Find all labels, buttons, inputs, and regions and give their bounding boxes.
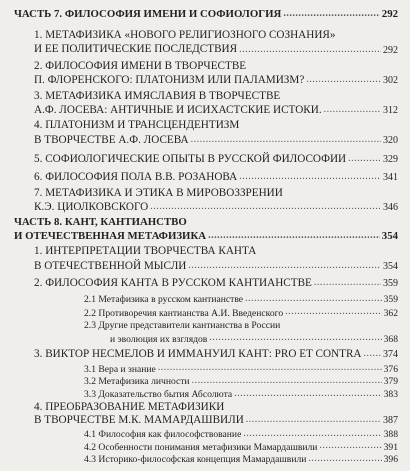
toc-chapter-title: В ТВОРЧЕСТВЕ А.Ф. ЛОСЕВА xyxy=(34,133,189,146)
toc-chapter-2[interactable] xyxy=(34,75,398,86)
toc-chapter-3-line1[interactable]: 3. МЕТАФИЗИКА ИМЯСЛАВИЯ В ТВОРЧЕСТВЕ xyxy=(34,89,281,102)
toc-page-number: 374 xyxy=(383,349,398,361)
toc-page-number: 387 xyxy=(383,415,398,427)
toc-page-number: 292 xyxy=(381,8,398,21)
toc-page-number: 346 xyxy=(383,202,398,214)
toc-leader-dots xyxy=(306,75,381,85)
toc-section-4-1[interactable] xyxy=(84,429,398,440)
toc-leader-dots xyxy=(324,105,381,115)
toc-chapter-title: А.Ф. ЛОСЕВА: АНТИЧНЫЕ И ИСИХАСТСКИЕ ИСТОКИ. xyxy=(34,104,322,117)
toc-leader-dots xyxy=(209,333,381,343)
toc-section-title: 3.3 Доказательство бытия Абсолюта xyxy=(84,389,233,401)
toc-chapter-7-line1[interactable]: 7. МЕТАФИЗИКА И ЭТИКА В МИРОВОЗЗРЕНИИ xyxy=(34,186,283,199)
toc-chapter-title: П. ФЛОРЕНСКОГО: ПЛАТОНИЗМ ИЛИ ПАЛАМИЗМ? xyxy=(34,74,305,87)
toc-chapter-8-3[interactable] xyxy=(34,349,398,360)
toc-section-title: 4.2 Особенности понимания метафизики Мамардашвили xyxy=(84,441,318,453)
toc-page-number: 320 xyxy=(383,135,398,147)
toc-page-number: 368 xyxy=(383,333,398,345)
toc-page-number: 329 xyxy=(383,154,398,166)
toc-section-2-1[interactable] xyxy=(84,294,398,305)
toc-section-4-3[interactable] xyxy=(84,454,398,465)
toc-part-title: И ОТЕЧЕСТВЕННАЯ МЕТАФИЗИКА xyxy=(14,230,207,243)
toc-chapter-1-line1[interactable]: 1. МЕТАФИЗИКА «НОВОГО РЕЛИГИОЗНОГО СОЗНАНИЯ» xyxy=(34,28,336,41)
toc-part-8-line1[interactable]: ЧАСТЬ 8. КАНТ, КАНТИАНСТВО xyxy=(14,216,187,229)
toc-leader-dots xyxy=(208,231,380,241)
toc-section-3-1[interactable] xyxy=(84,363,398,374)
toc-part-7[interactable] xyxy=(14,9,398,20)
toc-chapter-title: 6. ФИЛОСОФИЯ ПОЛА В.В. РОЗАНОВА xyxy=(34,171,238,184)
toc-section-title: 4.1 Философия как философствование xyxy=(84,429,242,441)
toc-chapter-title: В ТВОРЧЕСТВЕ М.К. МАМАРДАШВИЛИ xyxy=(34,414,244,427)
toc-section-2-3[interactable] xyxy=(84,333,398,344)
toc-leader-dots xyxy=(158,363,382,373)
toc-leader-dots xyxy=(246,415,381,425)
toc-leader-dots xyxy=(150,202,381,212)
toc-part-title: ЧАСТЬ 7. ФИЛОСОФИЯ ИМЕНИ И СОФИОЛОГИЯ xyxy=(14,8,282,21)
toc-page-number: 391 xyxy=(383,441,398,453)
toc-section-title: 2.1 Метафизика в русском кантианстве xyxy=(84,293,244,305)
toc-page-number: 292 xyxy=(383,44,398,56)
toc-page-number: 359 xyxy=(383,278,398,290)
toc-page-number: 388 xyxy=(383,429,398,441)
toc-chapter-title: 5. СОФИОЛОГИЧЕСКИЕ ОПЫТЫ В РУССКОЙ ФИЛОСОФИИ xyxy=(34,153,347,165)
toc-chapter-3[interactable] xyxy=(34,105,398,116)
toc-leader-dots xyxy=(319,441,381,451)
toc-leader-dots xyxy=(245,294,382,304)
toc-chapter-8-4-line1[interactable]: 4. ПРЕОБРАЗОВАНИЕ МЕТАФИЗИКИ xyxy=(34,401,225,414)
toc-leader-dots xyxy=(314,278,381,288)
toc-page-number: 362 xyxy=(383,307,398,319)
toc-section-title: 3.2 Метафизика личности xyxy=(84,376,190,388)
toc-leader-dots xyxy=(192,376,382,386)
toc-page-number: 312 xyxy=(383,105,398,117)
toc-page-number: 383 xyxy=(383,389,398,401)
toc-chapter-title: 2. ФИЛОСОФИЯ КАНТА В РУССКОМ КАНТИАНСТВЕ xyxy=(34,277,312,290)
toc-chapter-6[interactable] xyxy=(34,172,398,183)
toc-chapter-title: 3. ВИКТОР НЕСМЕЛОВ И ИММАНУИЛ КАНТ: PRO ET CONTRA xyxy=(34,347,362,360)
toc-chapter-1[interactable] xyxy=(34,44,398,55)
toc-page-number: 354 xyxy=(383,261,398,273)
toc-page-number: 379 xyxy=(383,376,398,388)
toc-page-number: 354 xyxy=(381,230,398,243)
toc-leader-dots xyxy=(188,261,381,271)
toc-leader-dots xyxy=(191,135,381,145)
toc-chapter-title: К.Э. ЦИОЛКОВСКОГО xyxy=(34,201,149,214)
toc-chapter-8-1[interactable] xyxy=(34,261,398,272)
toc-chapter-title: И ЕЕ ПОЛИТИЧЕСКИЕ ПОСЛЕДСТВИЯ xyxy=(34,43,238,56)
toc-chapter-8-1-line1[interactable]: 1. ИНТЕРПРЕТАЦИИ ТВОРЧЕСТВА КАНТА xyxy=(34,245,257,258)
toc-leader-dots xyxy=(234,389,381,399)
toc-chapter-8-4[interactable] xyxy=(34,415,398,426)
toc-leader-dots xyxy=(283,9,379,19)
toc-page-number: 302 xyxy=(383,75,398,87)
toc-page-number: 341 xyxy=(383,172,398,184)
toc-section-title: 3.1 Вера и знание xyxy=(84,363,156,375)
toc-section-4-2[interactable] xyxy=(84,441,398,452)
toc-section-3-2[interactable] xyxy=(84,376,398,387)
toc-section-2-3-line1[interactable]: 2.3 Другие представители кантианства в России xyxy=(84,319,281,331)
toc-chapter-4[interactable] xyxy=(34,135,398,146)
toc-leader-dots xyxy=(308,454,381,464)
toc-page-number: 376 xyxy=(383,363,398,375)
toc-page-number: 396 xyxy=(383,454,398,466)
toc-section-title: 2.2 Противоречия кантианства А.И. Введенского xyxy=(84,307,284,319)
toc-section-2-2[interactable] xyxy=(84,307,398,318)
toc-page-number: 359 xyxy=(383,293,398,305)
toc-chapter-5[interactable] xyxy=(34,154,398,165)
toc-section-title: и эволюция их взглядов xyxy=(110,333,208,345)
toc-leader-dots xyxy=(243,429,381,439)
toc-section-3-3[interactable] xyxy=(84,389,398,400)
toc-leader-dots xyxy=(285,307,381,317)
toc-chapter-title: В ОТЕЧЕСТВЕННОЙ МЫСЛИ xyxy=(34,259,187,272)
toc-section-title: 4.3 Историко-философская концепция Мамардашвили xyxy=(84,454,307,466)
toc-chapter-4-line1[interactable]: 4. ПЛАТОНИЗМ И ТРАНСЦЕНДЕНТИЗМ xyxy=(34,119,240,132)
toc-chapter-7[interactable] xyxy=(34,202,398,213)
toc-leader-dots xyxy=(239,172,381,182)
toc-part-8[interactable] xyxy=(14,231,398,242)
toc-leader-dots xyxy=(363,349,381,359)
toc-leader-dots xyxy=(348,154,381,164)
toc-chapter-2-line1[interactable]: 2. ФИЛОСОФИЯ ИМЕНИ В ТВОРЧЕСТВЕ xyxy=(34,59,247,72)
toc-chapter-8-2[interactable] xyxy=(34,278,398,289)
toc-leader-dots xyxy=(239,45,381,55)
